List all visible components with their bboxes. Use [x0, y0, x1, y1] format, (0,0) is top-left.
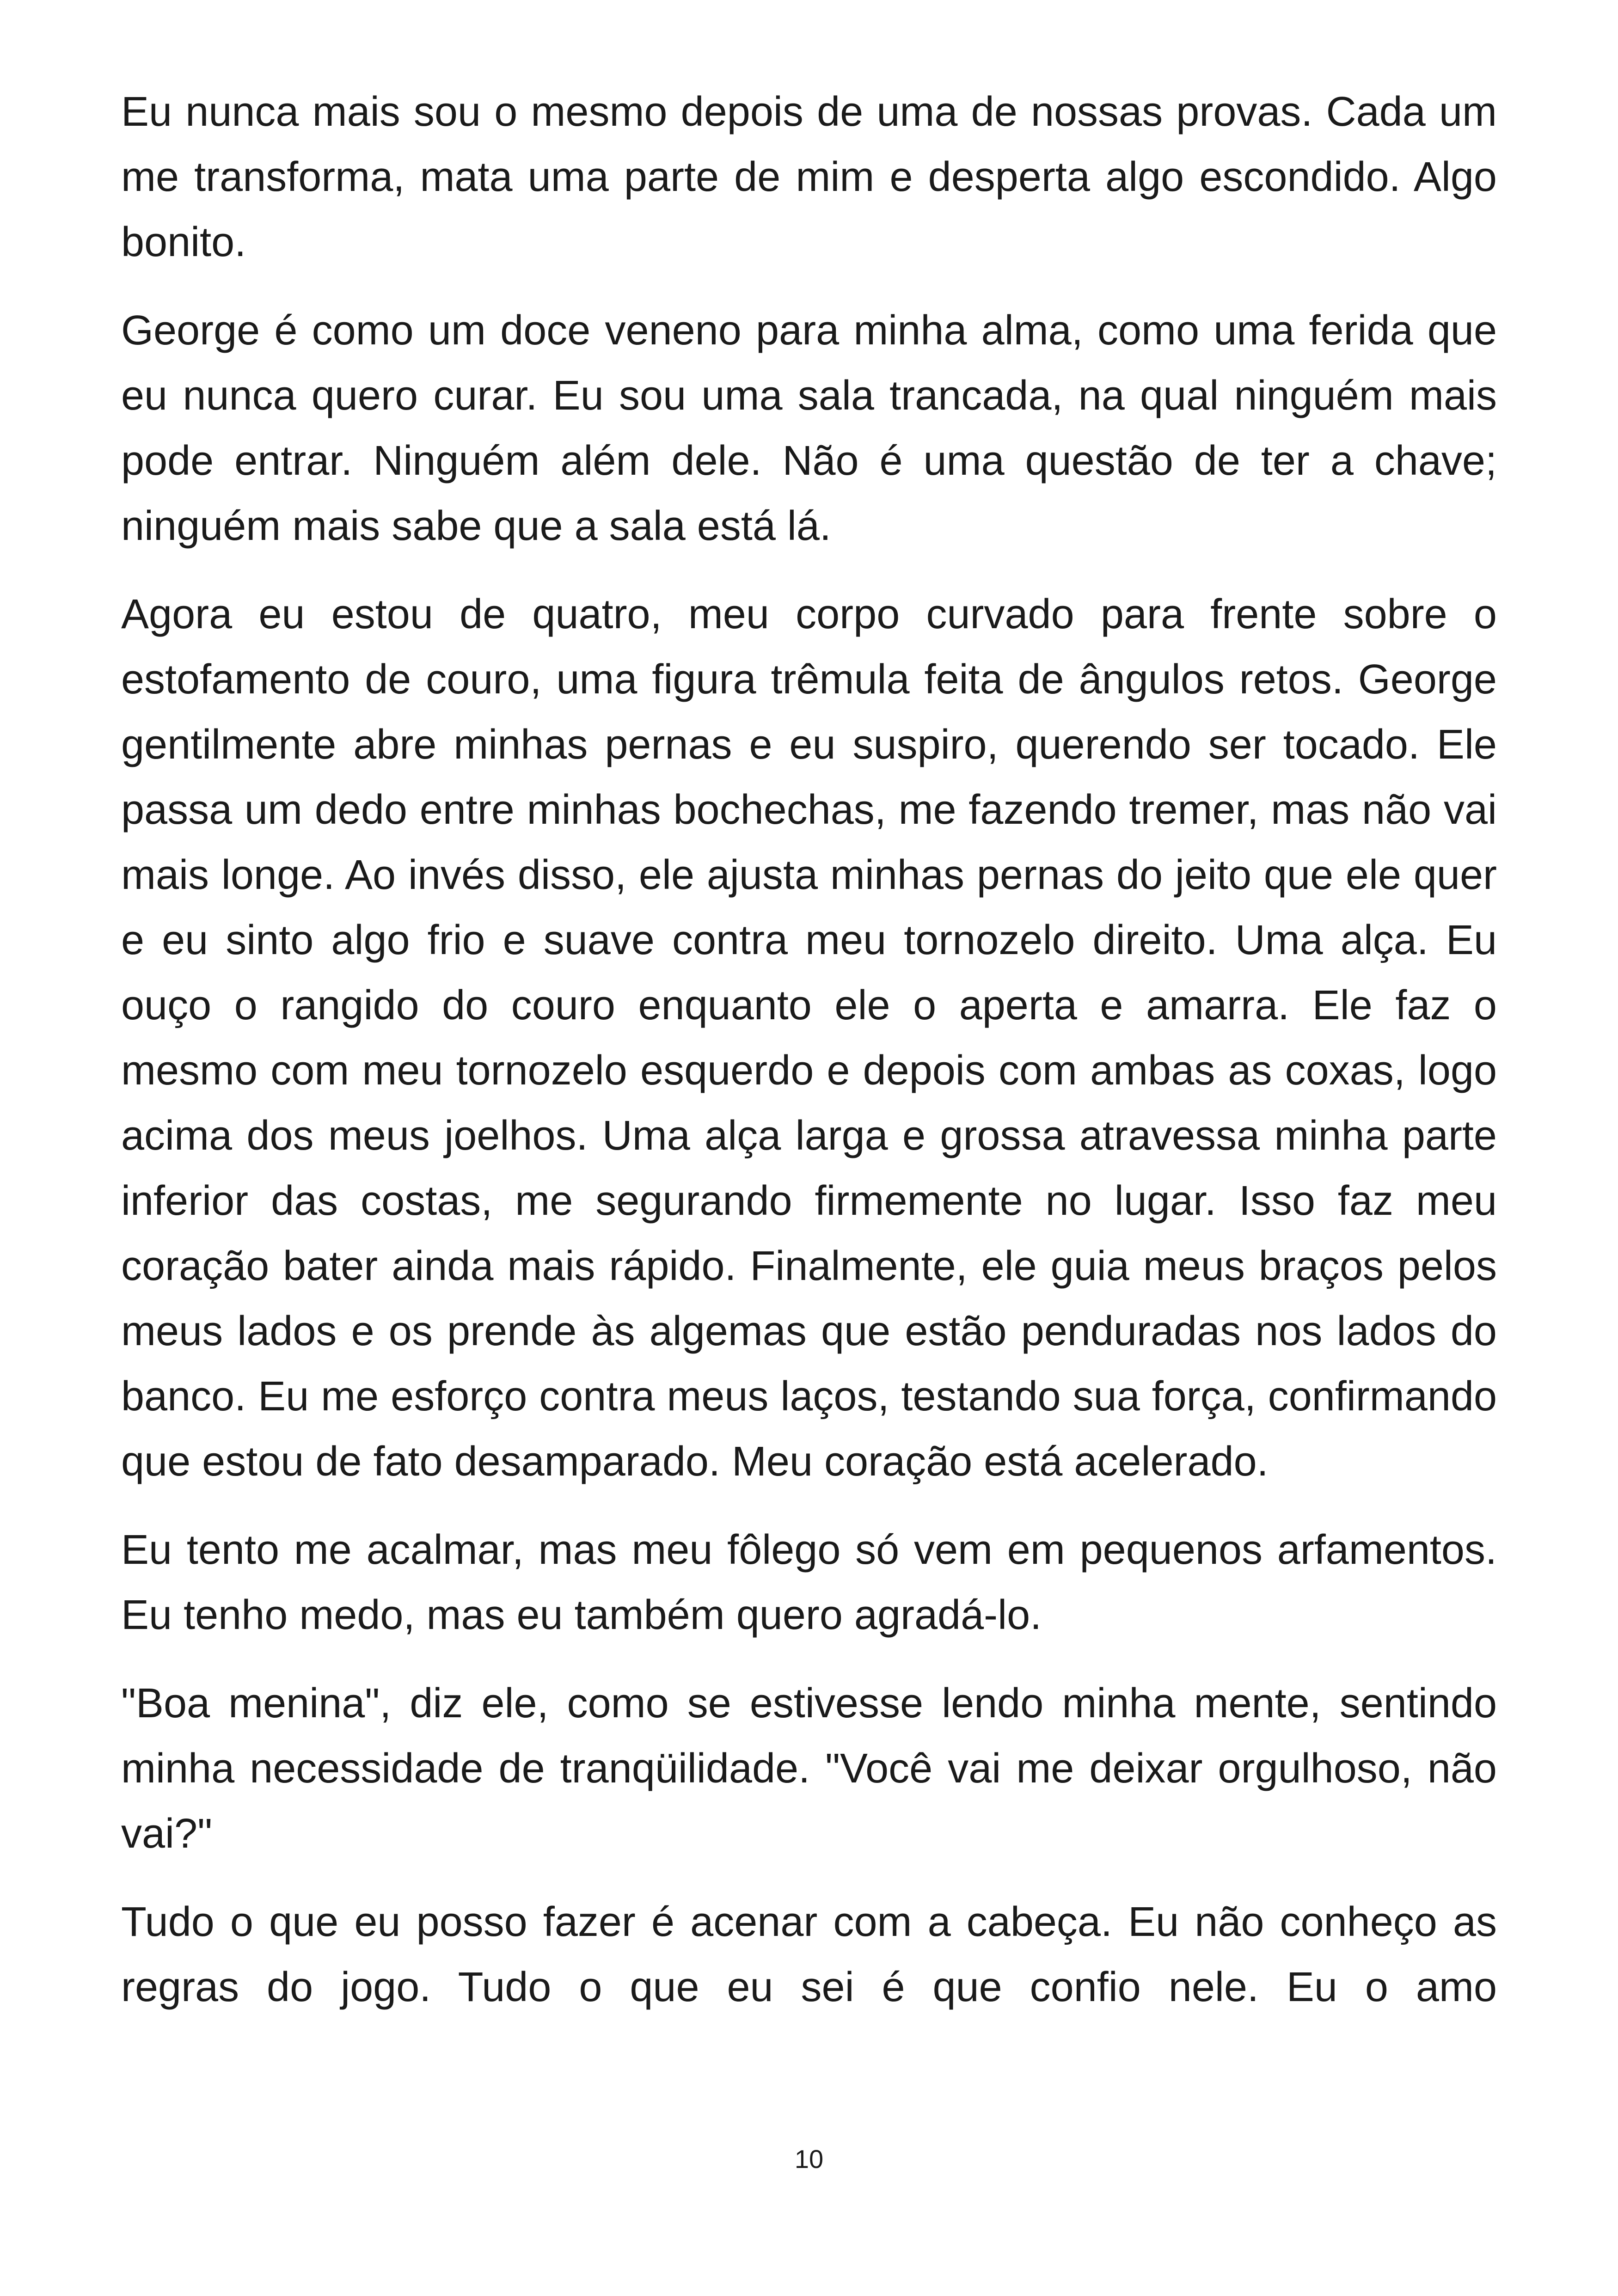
page-number: 10: [794, 2144, 824, 2174]
paragraph-4: Eu tento me acalmar, mas meu fôlego só vem em pequenos arfamentos. Eu tenho medo, mas eu também quero agradá-lo.: [121, 1527, 1497, 1638]
paragraph-3: Agora eu estou de quatro, meu corpo curvado para frente sobre o estofamento de couro, uma figura trêmula feita de ângulos retos. George gentilmente abre minhas pernas e eu suspiro, querendo ser tocado. Ele passa um dedo entre minhas bochechas, me fazendo tremer, mas não vai mais longe. Ao invés disso, ele ajusta minhas pernas do jeito que ele quer e eu sinto algo frio e suave contra meu tornozelo direito. Uma alça. Eu ouço o rangido do couro enquanto ele o aperta e amarra. Ele faz o mesmo com meu tornozelo esquerdo e depois com ambas as coxas, logo acima dos meus joelhos. Uma alça larga e grossa atravessa minha parte inferior das costas, me segurando firmemente no lugar. Isso faz meu coração bater ainda mais rápido. Finalmente, ele guia meus braços pelos meus lados e os prende às algemas que estão penduradas nos lados do banco. Eu me esforço contra meus laços, testando sua força, confirmando que estou de fato desamparado. Meu coração está acelerado.: [121, 591, 1497, 1485]
body-text: [121, 80, 1497, 2020]
paragraph-1: Eu nunca mais sou o mesmo depois de uma de nossas provas. Cada um me transforma, mata uma parte de mim e desperta algo escondido. Algo bonito.: [121, 89, 1497, 265]
paragraph-6: Tudo o que eu posso fazer é acenar com a cabeça. Eu não conheço as regras do jogo. Tudo o que eu sei é que confio nele. Eu o amo: [121, 1899, 1497, 2010]
paragraph-2: George é como um doce veneno para minha alma, como uma ferida que eu nunca quero curar. Eu sou uma sala trancada, na qual ninguém mais pode entrar. Ninguém além dele. Não é uma questão de ter a chave; ninguém mais sabe que a sala está lá.: [121, 307, 1497, 549]
paragraph-5: "Boa menina", diz ele, como se estivesse lendo minha mente, sentindo minha necessidade de tranqüilidade. "Você vai me deixar orgulhoso, não vai?": [121, 1680, 1497, 1857]
